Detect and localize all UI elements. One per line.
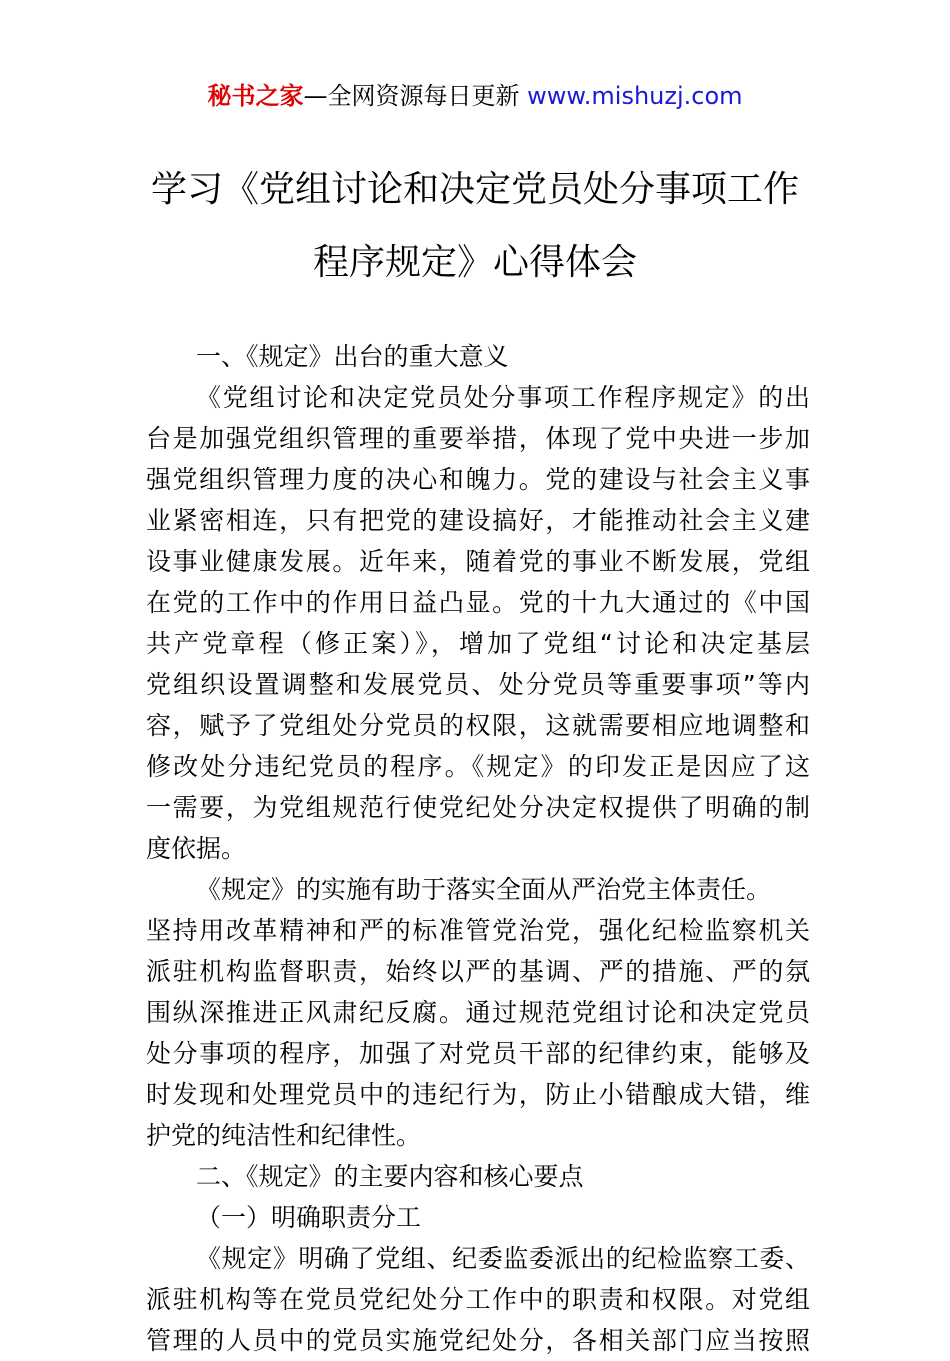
paragraph-line: 在党的工作中的作用日益凸显。党的十九大通过的《中国 bbox=[146, 588, 810, 617]
paragraph-line: 台是加强党组织管理的重要举措，体现了党中央进一步加 bbox=[146, 424, 810, 453]
paragraph-line: 坚持用改革精神和严的标准管党治党，强化纪检监察机关 bbox=[146, 916, 810, 945]
paragraph-line: 处分事项的程序，加强了对党员干部的纪律约束，能够及 bbox=[146, 1039, 810, 1068]
title-line-1: 学习《党组讨论和决定党员处分事项工作 bbox=[150, 169, 799, 210]
document-body bbox=[146, 336, 810, 1361]
paragraph-line: 围纵深推进正风肃纪反腐。通过规范党组讨论和决定党员 bbox=[146, 998, 810, 1027]
site-header bbox=[0, 78, 950, 114]
title-line-2: 程序规定》心得体会 bbox=[312, 242, 637, 283]
paragraph-line: 强党组织管理力度的决心和魄力。党的建设与社会主义事 bbox=[146, 465, 810, 494]
paragraph-line: 容，赋予了党组处分党员的权限，这就需要相应地调整和 bbox=[146, 711, 810, 740]
paragraph-line: 修改处分违纪党员的程序。《规定》的印发正是因应了这 bbox=[146, 752, 810, 781]
site-tagline: —全网资源每日更新 bbox=[303, 82, 528, 110]
paragraph-line: 管理的人员中的党员实施党纪处分，各相关部门应当按照 bbox=[146, 1326, 810, 1355]
paragraph-line: 《规定》明确了党组、纪委监委派出的纪检监察工委、 bbox=[196, 1244, 810, 1273]
paragraph-line: 派驻机构等在党员党纪处分工作中的职责和权限。对党组 bbox=[146, 1285, 810, 1314]
paragraph-line: 一需要，为党组规范行使党纪处分决定权提供了明确的制 bbox=[146, 793, 810, 822]
subsection-heading: （一）明确职责分工 bbox=[196, 1203, 422, 1232]
paragraph-line: 设事业健康发展。近年来，随着党的事业不断发展，党组 bbox=[146, 547, 810, 576]
section-heading-2: 二、《规定》的主要内容和核心要点 bbox=[196, 1162, 584, 1191]
paragraph-line: 派驻机构监督职责，始终以严的基调、严的措施、严的氛 bbox=[146, 957, 810, 986]
paragraph-line: 度依据。 bbox=[146, 834, 247, 863]
document-title bbox=[0, 170, 950, 316]
paragraph-line: 业紧密相连，只有把党的建设搞好，才能推动社会主义建 bbox=[146, 506, 810, 535]
paragraph-line: 《规定》的实施有助于落实全面从严治党主体责任。 bbox=[196, 875, 772, 904]
paragraph-line: 《党组讨论和决定党员处分事项工作程序规定》的出 bbox=[196, 383, 810, 412]
section-heading-1: 一、《规定》出台的重大意义 bbox=[196, 342, 509, 371]
paragraph-line: 党组织设置调整和发展党员、处分党员等重要事项”等内 bbox=[146, 670, 810, 699]
paragraph-line: 共产党章程（修正案）》，增加了党组“讨论和决定基层 bbox=[146, 629, 810, 658]
paragraph-line: 护党的纯洁性和纪律性。 bbox=[146, 1121, 422, 1150]
site-brand: 秘书之家 bbox=[207, 82, 304, 110]
site-url-link[interactable]: www.mishuzj.com bbox=[527, 82, 743, 110]
paragraph-line: 时发现和处理党员中的违纪行为，防止小错酿成大错，维 bbox=[146, 1080, 810, 1109]
